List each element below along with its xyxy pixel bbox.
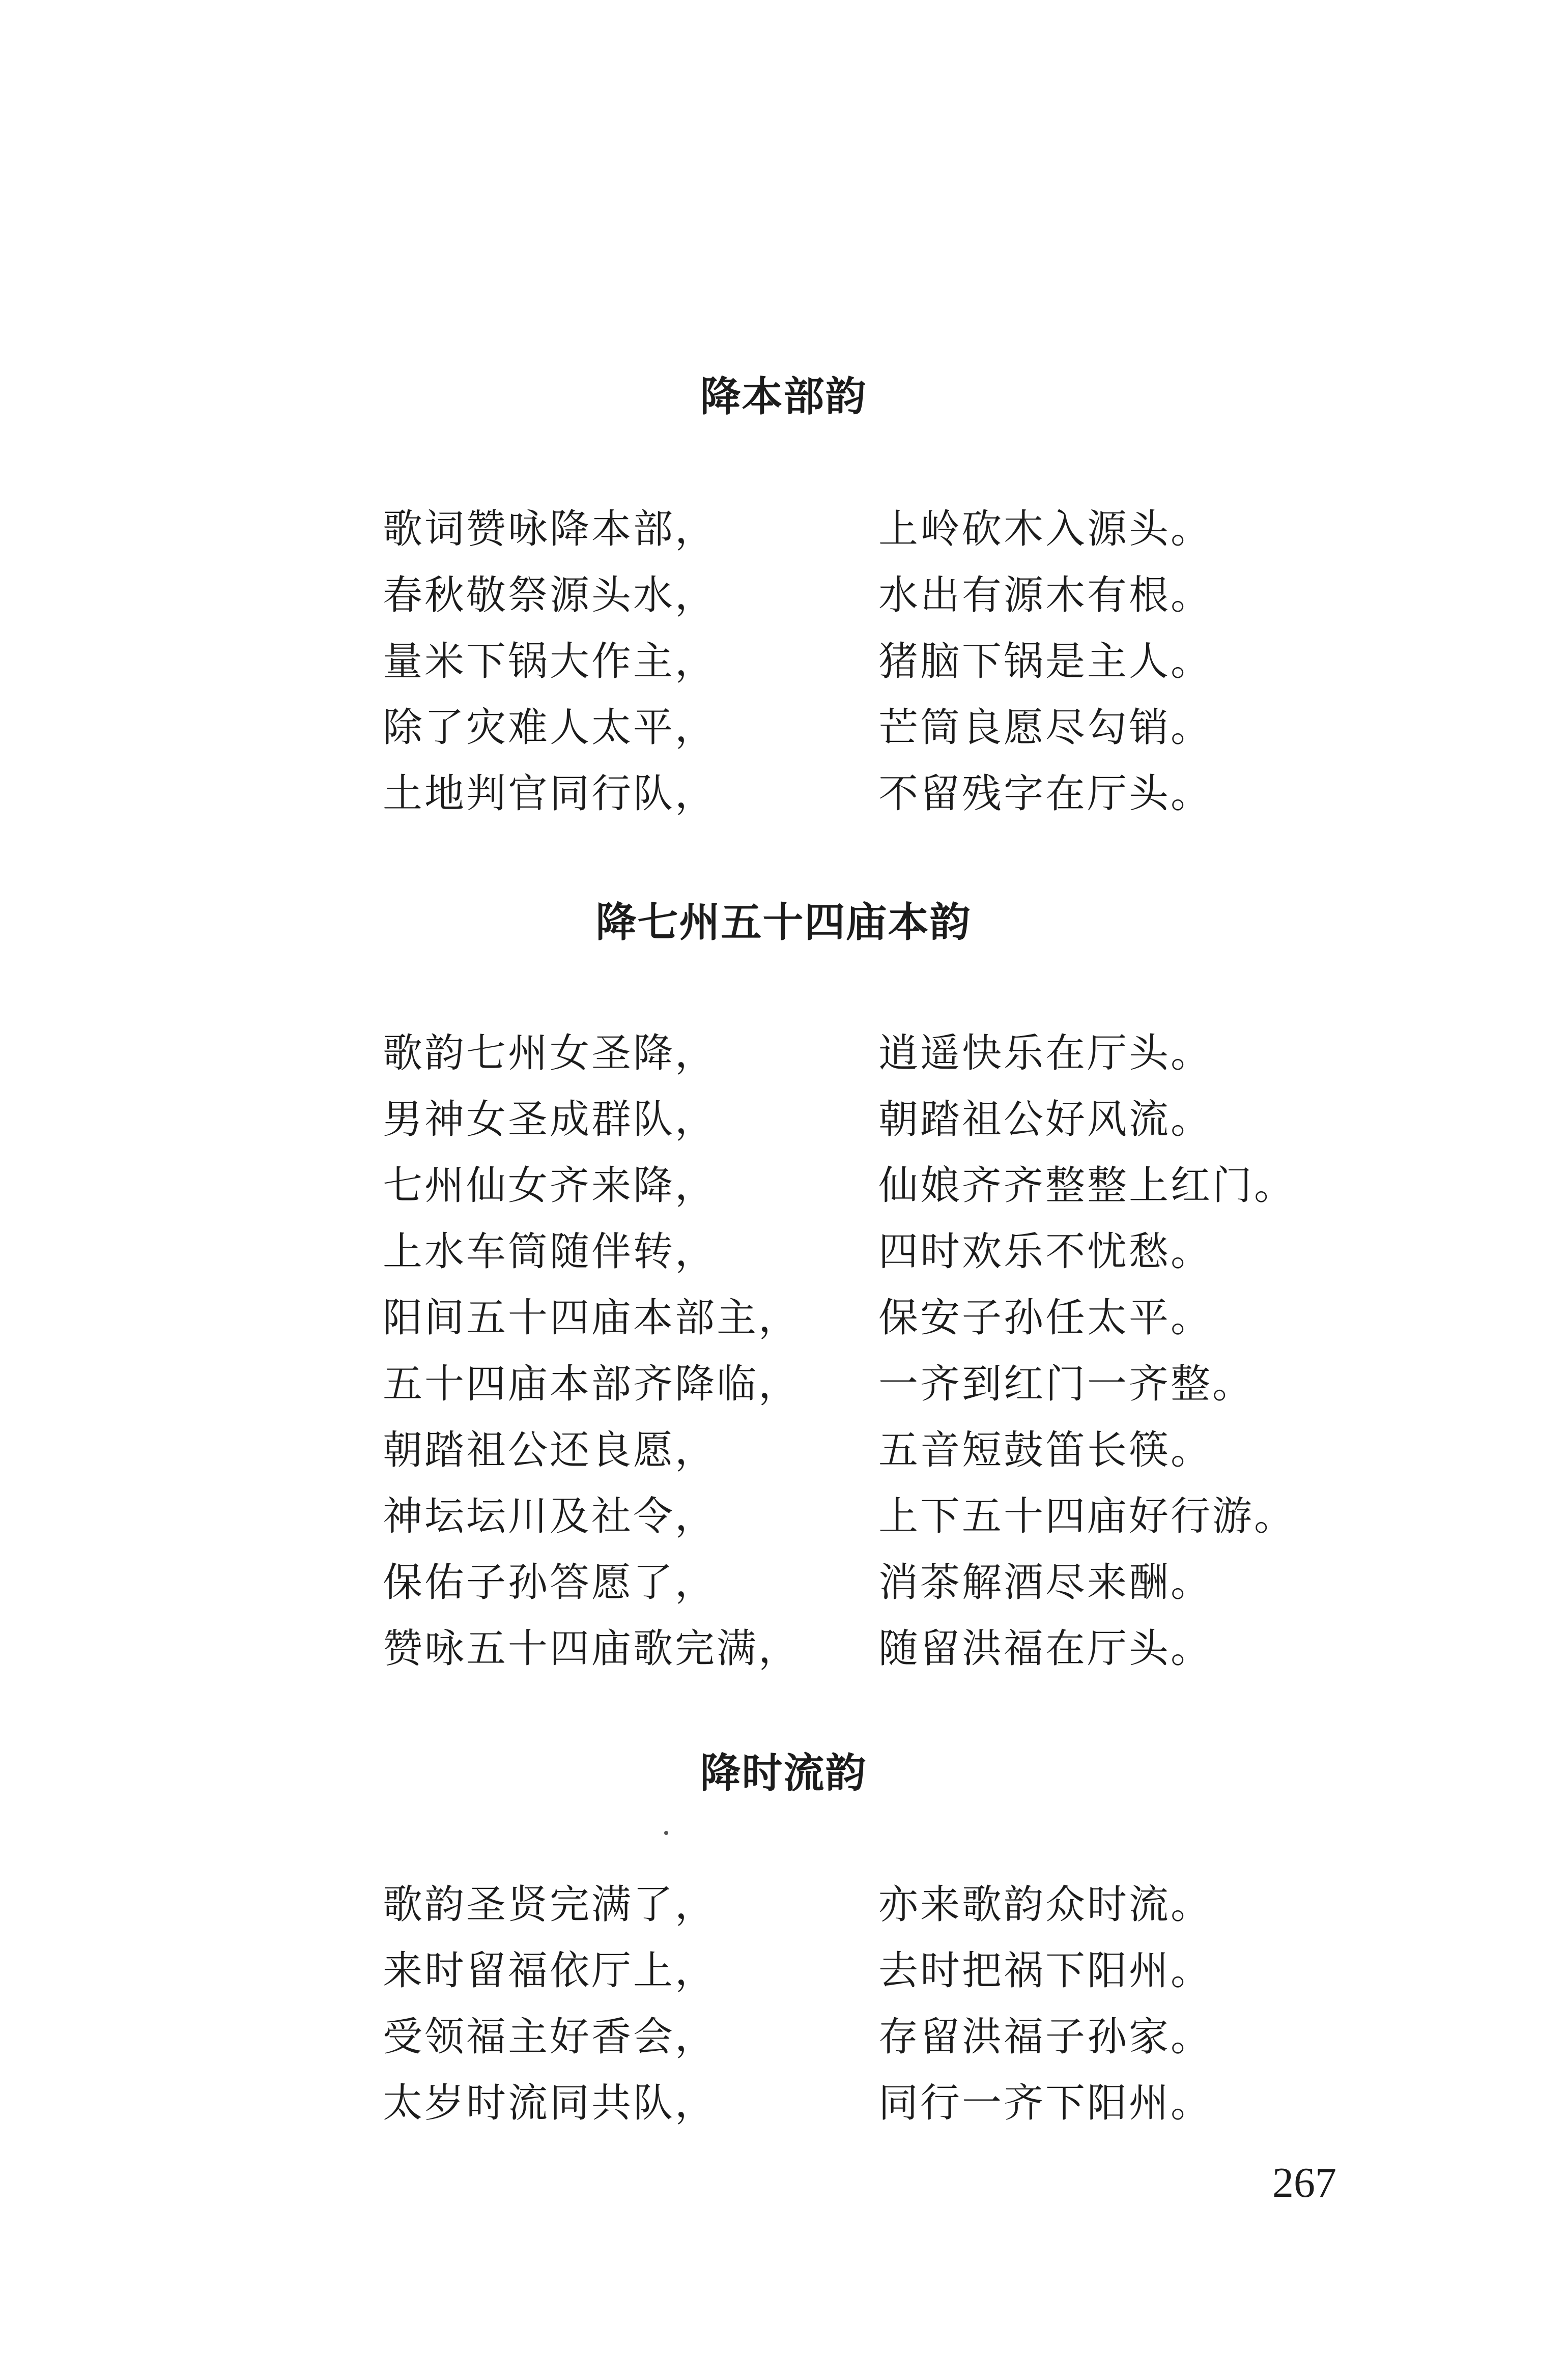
- verse-line-second-half: 同行一齐下阳州。: [878, 2080, 1213, 2126]
- verse-line-second-half: 不留残字在厅头。: [878, 771, 1213, 817]
- verse-line-second-half: 存留洪福子孙家。: [878, 2014, 1213, 2060]
- verse-line-first-half: 五十四庙本部齐降临，: [383, 1361, 801, 1407]
- verse-line-second-half: 消茶解酒尽来酬。: [878, 1560, 1213, 1605]
- verse-line: [0, 1417, 1567, 1483]
- verse-line-first-half: 七州仙女齐来降，: [383, 1163, 717, 1209]
- verse-block-3: [0, 1872, 1567, 2136]
- verse-line-first-half: 歌韵七州女圣降，: [383, 1030, 717, 1076]
- verse-line-first-half: 神坛坛川及社令，: [383, 1494, 717, 1539]
- verse-line: [0, 1285, 1567, 1351]
- verse-line: [0, 695, 1567, 761]
- verse-line-second-half: 五音短鼓笛长筷。: [878, 1427, 1213, 1473]
- verse-line: [0, 1153, 1567, 1219]
- verse-line: [0, 1020, 1567, 1086]
- verse-line: [0, 1351, 1567, 1417]
- verse-line-second-half: 水出有源木有根。: [878, 572, 1213, 618]
- verse-line: [0, 2070, 1567, 2136]
- verse-line-first-half: 歌词赞咏降本部，: [383, 506, 717, 552]
- verse-line-first-half: 赞咏五十四庙歌完满，: [383, 1626, 801, 1672]
- verse-line-first-half: 量米下锅大作主，: [383, 639, 717, 684]
- verse-line: [0, 1483, 1567, 1550]
- verse-line-second-half: 逍遥快乐在厅头。: [878, 1030, 1213, 1076]
- verse-line-first-half: 保佑子孙答愿了，: [383, 1560, 717, 1605]
- verse-line: [0, 1938, 1567, 2004]
- verse-line-first-half: 上水车筒随伴转，: [383, 1229, 717, 1275]
- verse-line-second-half: 亦来歌韵众时流。: [878, 1882, 1213, 1928]
- verse-line: [0, 761, 1567, 827]
- verse-line-second-half: 仙娘齐齐整整上红门。: [878, 1163, 1296, 1209]
- verse-line-second-half: 猪脑下锅是主人。: [878, 639, 1213, 684]
- verse-line-first-half: 歌韵圣贤完满了，: [383, 1882, 717, 1928]
- verse-line-second-half: 一齐到红门一齐整。: [878, 1361, 1255, 1407]
- verse-line: [0, 496, 1567, 562]
- verse-line-second-half: 去时把祸下阳州。: [878, 1948, 1213, 1994]
- verse-line-first-half: 土地判官同行队，: [383, 771, 717, 817]
- section-title-1: 降本部韵: [700, 373, 867, 420]
- verse-line-first-half: 除了灾难人太平，: [383, 705, 717, 751]
- verse-line: [0, 1550, 1567, 1616]
- verse-line-first-half: 朝踏祖公还良愿，: [383, 1427, 717, 1473]
- verse-line-second-half: 上下五十四庙好行游。: [878, 1494, 1296, 1539]
- verse-line-second-half: 朝踏祖公好风流。: [878, 1097, 1213, 1142]
- verse-line: [0, 1872, 1567, 1938]
- section-title-3: 降时流韵: [700, 1750, 867, 1797]
- verse-line: [0, 1086, 1567, 1153]
- verse-line-first-half: 男神女圣成群队，: [383, 1097, 717, 1142]
- verse-block-1: [0, 496, 1567, 827]
- verse-line-second-half: 随留洪福在厅头。: [878, 1626, 1213, 1672]
- verse-line: [0, 1219, 1567, 1285]
- verse-line: [0, 1616, 1567, 1682]
- verse-line-first-half: 春秋敬祭源头水，: [383, 572, 717, 618]
- verse-line-first-half: 阳间五十四庙本部主，: [383, 1295, 801, 1341]
- page-number: 267: [1272, 2159, 1336, 2206]
- verse-line: [0, 2004, 1567, 2070]
- verse-line-first-half: 太岁时流同共队，: [383, 2080, 717, 2126]
- verse-line-second-half: 四时欢乐不忧愁。: [878, 1229, 1213, 1275]
- verse-line-second-half: 上岭砍木入源头。: [878, 506, 1213, 552]
- scan-speck: [664, 1831, 668, 1835]
- verse-line-first-half: 来时留福依厅上，: [383, 1948, 717, 1994]
- verse-block-2: [0, 1020, 1567, 1682]
- verse-line-first-half: 受领福主好香会，: [383, 2014, 717, 2060]
- verse-line: [0, 628, 1567, 695]
- section-title-2: 降七州五十四庙本韵: [595, 899, 972, 946]
- verse-line: [0, 562, 1567, 628]
- verse-line-second-half: 芒筒良愿尽勾销。: [878, 705, 1213, 751]
- verse-line-second-half: 保安子孙任太平。: [878, 1295, 1213, 1341]
